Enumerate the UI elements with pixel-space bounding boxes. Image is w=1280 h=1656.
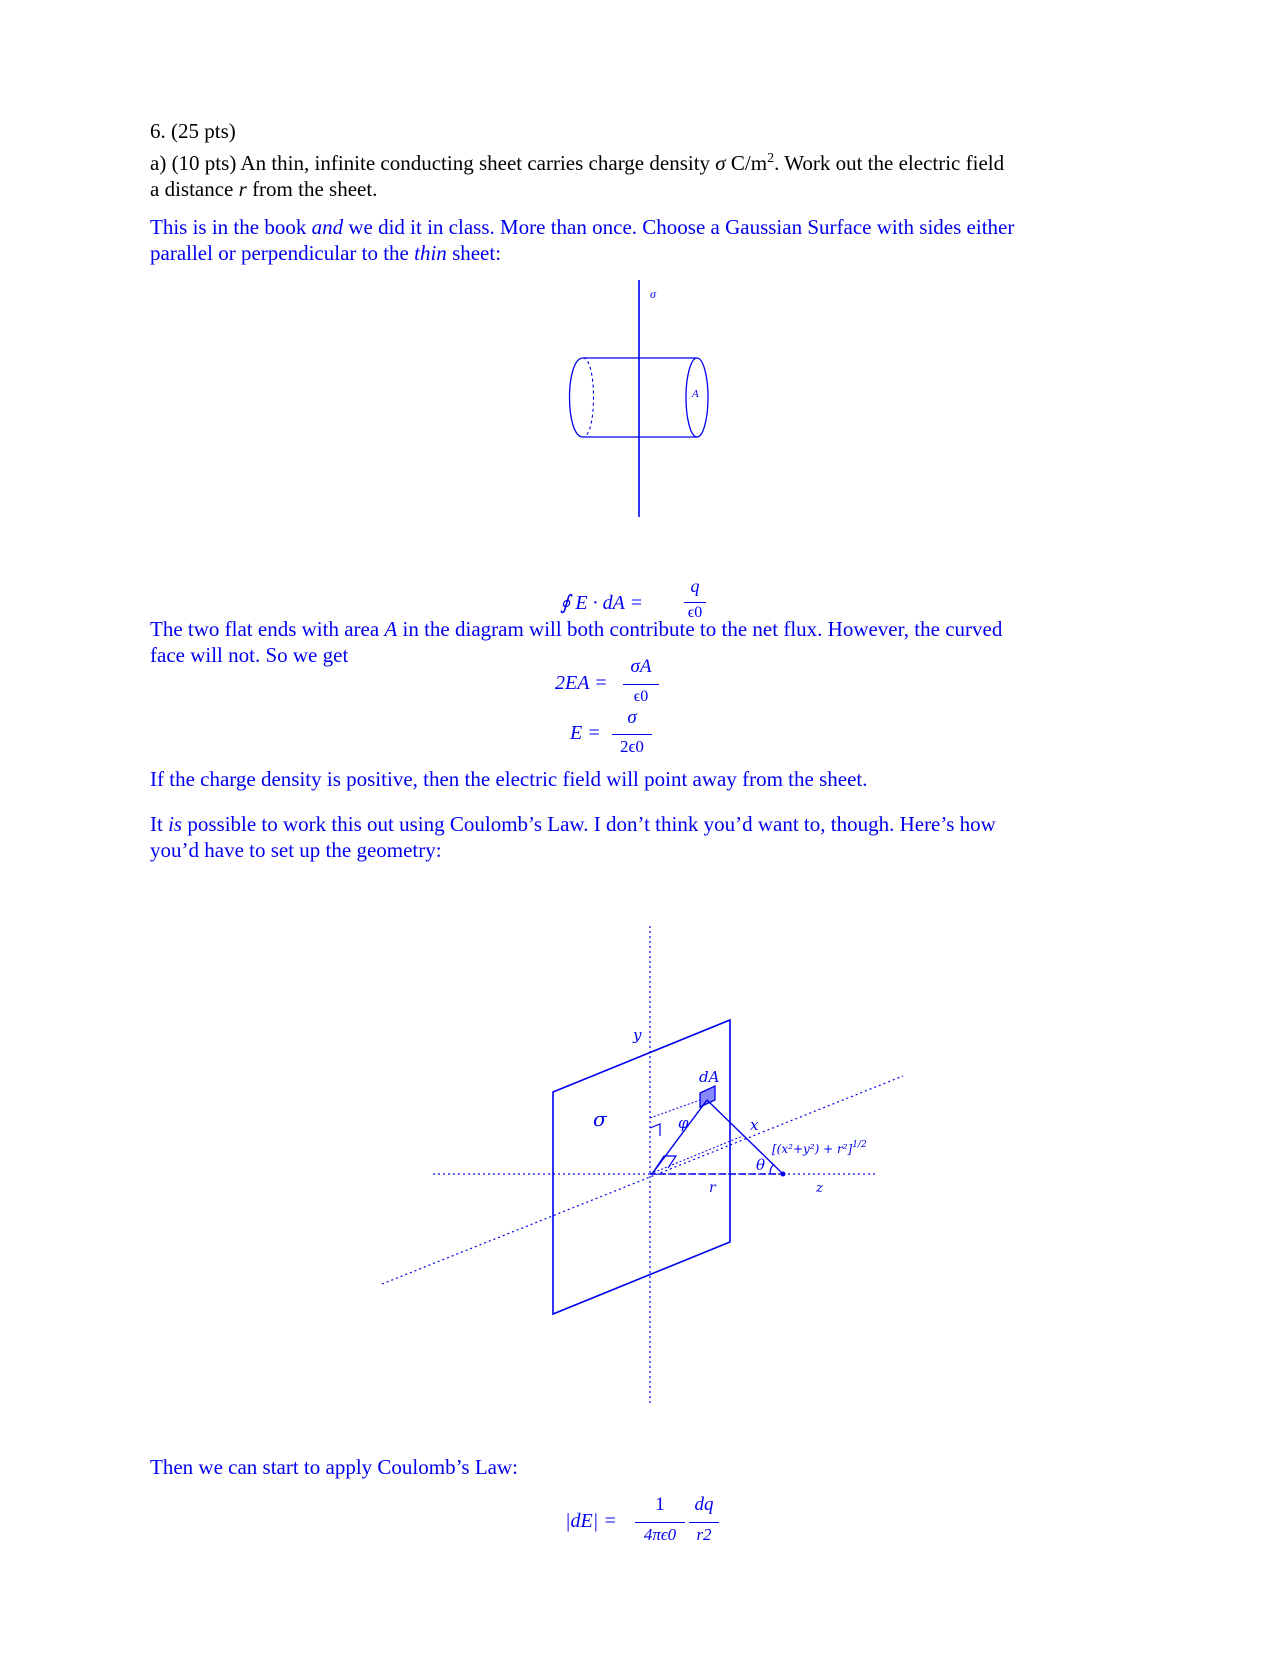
gauss-fraction-bar bbox=[684, 602, 706, 603]
gauss-numerator: q bbox=[690, 576, 700, 596]
r-label: r bbox=[709, 1180, 716, 1196]
z-label: z bbox=[816, 1181, 823, 1196]
sheet-sigma-label: σ bbox=[650, 287, 656, 301]
y-projection bbox=[650, 1100, 700, 1118]
solution-paragraph-1: This is in the book and we did it in class. More than once. Choose a Gaussian Surface with sides either parallel or perpendicular to the thin sheet: bbox=[150, 215, 1015, 265]
charged-sheet bbox=[553, 1020, 730, 1314]
cylinder-left-end-back bbox=[583, 358, 594, 437]
area-element-dA bbox=[700, 1086, 715, 1107]
gauss-lhs: ∮ E · dA = bbox=[560, 592, 643, 614]
field-result-equation: E = σ 2ϵ0 bbox=[570, 710, 690, 760]
gaussian-surface-figure bbox=[0, 280, 1280, 540]
solution-paragraph-4: It is possible to work this out using Coulomb’s Law. I don’t think you’d want to, though. Here’s how you’d have to set up the geometry: bbox=[150, 812, 996, 862]
problem-number: 6. (25 pts) bbox=[150, 119, 236, 143]
sheet-sigma-label: σ bbox=[593, 1107, 607, 1131]
solution-paragraph-5: Then we can start to apply Coulomb’s Law: bbox=[150, 1455, 519, 1479]
theta-label: θ bbox=[756, 1156, 766, 1174]
theta-arc bbox=[770, 1164, 774, 1174]
part-a-label: a) (10 pts) bbox=[150, 151, 237, 175]
problem-part-a: a) (10 pts) An thin, infinite conducting sheet carries charge density σ $C/m^2$. Work out the electric field a distance r from the sheet. bbox=[150, 151, 1005, 201]
dA-label: dA bbox=[699, 1068, 720, 1086]
line-origin-to-dA bbox=[652, 1100, 707, 1174]
field-point bbox=[781, 1172, 786, 1177]
phi-label: φ bbox=[678, 1114, 689, 1132]
flux-equation: 2EA = σA ϵ0 bbox=[555, 660, 705, 710]
cylinder-left-end-front bbox=[570, 358, 584, 437]
solution-paragraph-3: If the charge density is positive, then the electric field will point away from the sheet. bbox=[150, 767, 868, 791]
x-axis bbox=[382, 1076, 903, 1284]
distance-label: $[(x^2+y^2) + r^2]^{1/2}$ bbox=[772, 1140, 867, 1156]
y-axis-label: y bbox=[633, 1026, 642, 1044]
gauss-denominator: ϵ0 bbox=[687, 604, 703, 621]
problem-header bbox=[150, 118, 1130, 144]
right-angle-marker-upper bbox=[650, 1124, 660, 1136]
line-dA-to-point bbox=[707, 1100, 783, 1174]
solution-paragraph-2: The two flat ends with area A in the diagram will both contribute to the net flux. However, the curved face will not. So we get bbox=[150, 617, 1003, 667]
end-area-label: A bbox=[692, 388, 699, 400]
coulomb-law-equation: |dE| = 1 4πϵ0 dq r2 bbox=[565, 1496, 765, 1552]
x-label: x bbox=[750, 1116, 759, 1134]
coulomb-geometry-figure bbox=[0, 920, 1280, 1420]
